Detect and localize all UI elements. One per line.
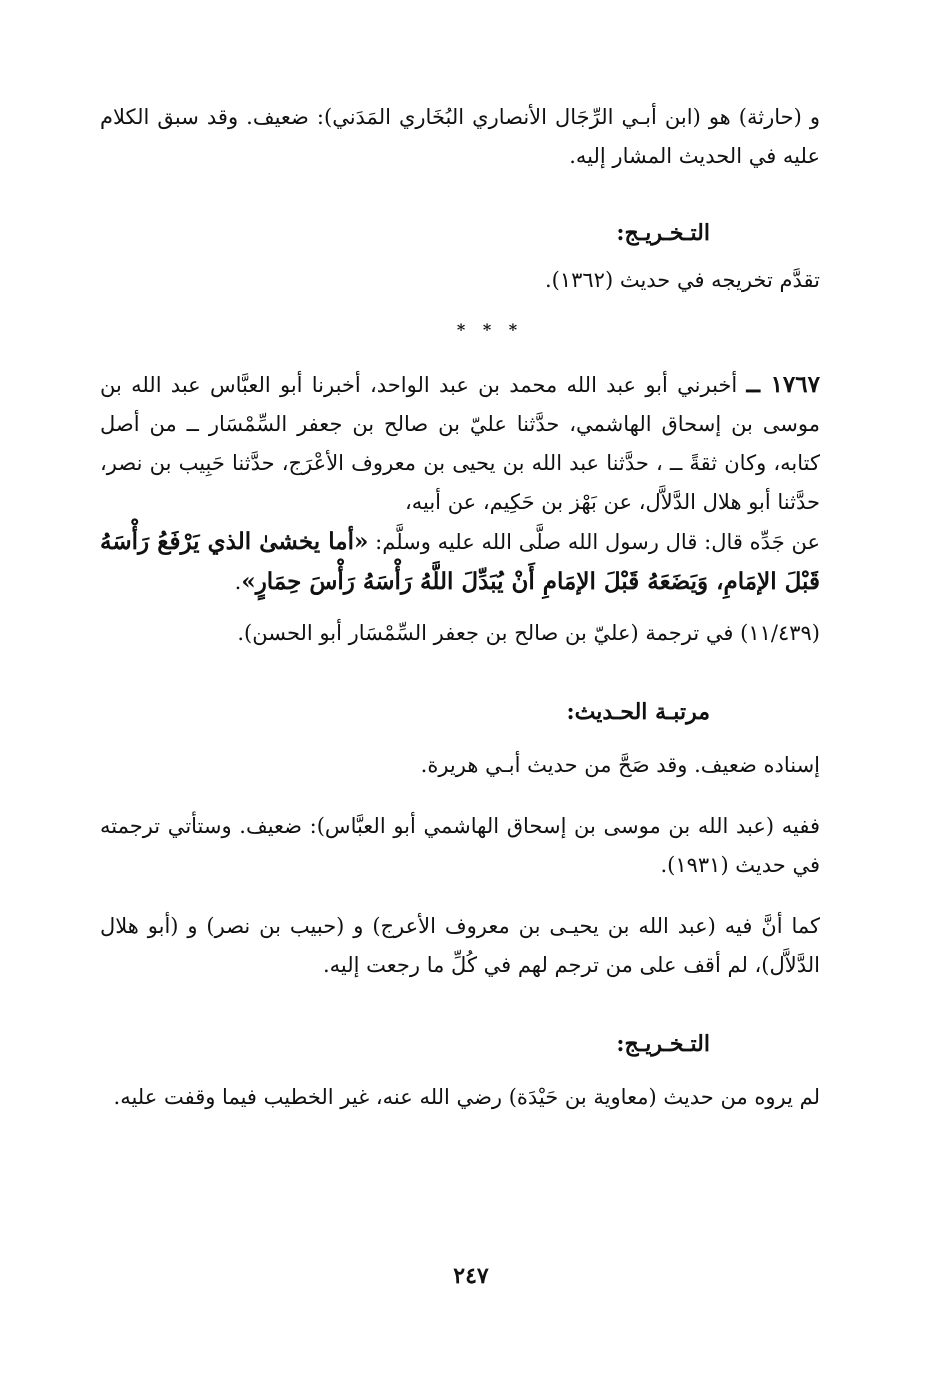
hadith-matn-paragraph — [100, 522, 820, 602]
takhrij-heading-1: التـخـريـج: — [616, 220, 710, 246]
page-body — [100, 98, 820, 1117]
rutba-text: إسناده ضعيف. وقد صَحَّ من حديث أبـي هريرة. — [420, 753, 820, 777]
rutba-heading: مرتبـة الحـديث: — [566, 699, 710, 725]
takhrij-heading-2: التـخـريـج: — [616, 1031, 710, 1057]
paragraph-kama: كما أنَّ فيه (عبد الله بن يحيـى بن معروف الأعرج) و (حبيب بن نصر) و (أبو هلال الدَّلاَّل)، لم أقف على من ترجم لهم في كُلِّ ما رجعت إليه. — [100, 914, 820, 977]
hadith-matn: «أما يخشىٰ الذي يَرْفَعُ رَأْسَهُ قَبْلَ الإمَامِ، وَيَضَعَهُ قَبْلَ الإمَامِ أَنْ يُبَدِّلَ اللَّهُ رَأْسَهُ رَأْسَ حِمَارٍ» — [100, 528, 820, 595]
section-separator: * * * — [456, 320, 524, 339]
page-number: ٢٤٧ — [453, 1263, 489, 1289]
hadith-reference: (١١/٤٣٩) في ترجمة (عليّ بن صالح بن جعفر السِّمْسَار أبو الحسن). — [237, 621, 820, 645]
hadith-matn-intro: عن جَدِّه قال: قال رسول الله صلَّى الله عليه وسلَّم: — [375, 530, 820, 554]
hadith-matn-end: . — [234, 570, 242, 594]
hadith-number: ١٧٦٧ ــ — [746, 371, 820, 398]
paragraph-fihi: ففيه (عبد الله بن موسى بن إسحاق الهاشمي أبو العبَّاس): ضعيف. وستأتي ترجمته في حديث (١٩٣١). — [100, 814, 820, 877]
paragraph-haritha: و (حارثة) هو (ابن أبـي الرِّجَال الأنصاري البُخَاري المَدَني): ضعيف. وقد سبق الكلام عليه في الحديث المشار إليه. — [100, 105, 820, 168]
hadith-isnad: أخبرني أبو عبد الله محمد بن عبد الواحد، أخبرنا أبو العبَّاس عبد الله بن موسى بن إسحاق الهاشمي، حدَّثنا عليّ بن صالح بن جعفر السِّمْسَار ــ من أصل كتابه، وكان ثقةً ــ ، حدَّثنا عبد الله بن يحيى بن معروف الأعْرَج، حدَّثنا حَبِيب بن نصر، حدَّثنا أبو هلال الدَّلاَّل، عن بَهْز بن حَكِيم، عن أبيه، — [100, 373, 820, 514]
takhrij-text-1: تقدَّم تخريجه في حديث (١٣٦٢). — [544, 268, 820, 292]
hadith-isnad-paragraph — [100, 365, 820, 522]
takhrij-text-2: لم يروه من حديث (معاوية بن حَيْدَة) رضي الله عنه، غير الخطيب فيما وقفت عليه. — [113, 1085, 820, 1109]
